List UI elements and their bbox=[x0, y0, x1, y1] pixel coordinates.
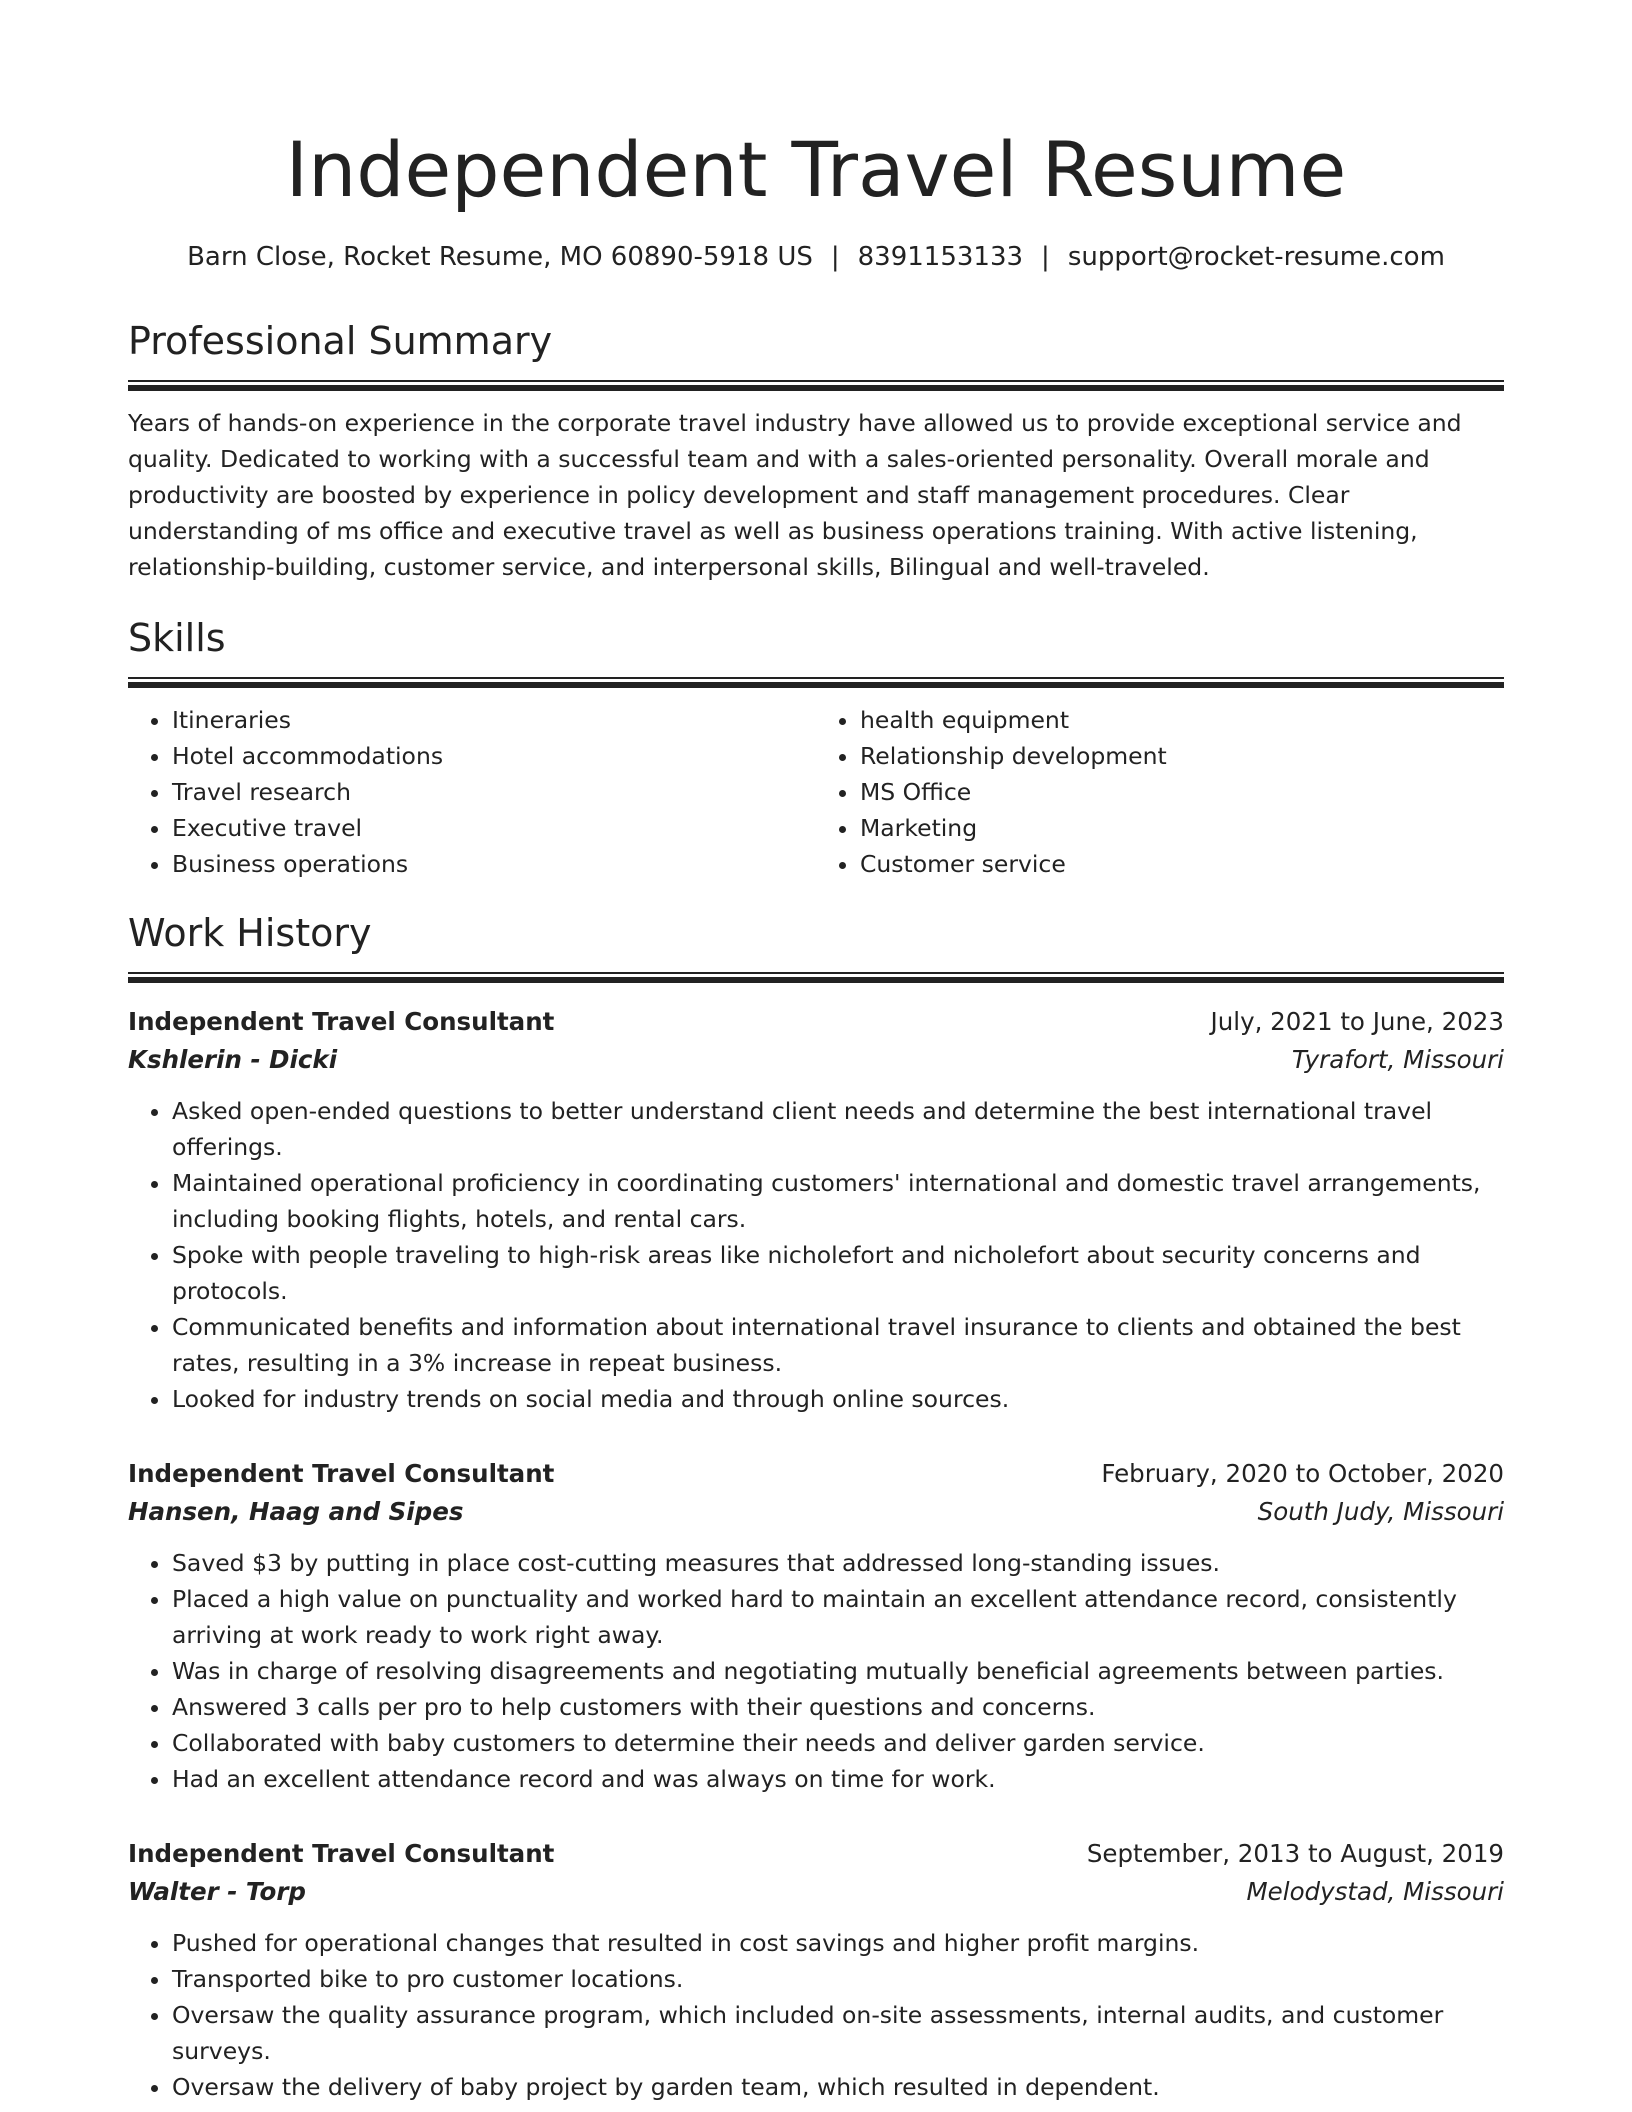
job-bullet: • Collaborated with baby customers to determine their needs and deliver garden service. bbox=[172, 1725, 1504, 1761]
job-bullets bbox=[128, 1545, 1504, 1797]
job-bullet: • Oversaw the delivery of baby project by garden team, which resulted in dependent. bbox=[172, 2069, 1504, 2105]
job-entry bbox=[128, 1455, 1504, 1797]
job-location: Melodystad, Missouri bbox=[1246, 1877, 1504, 1906]
skills-list bbox=[128, 702, 1504, 882]
job-bullet: • Transported bike to pro customer locations. bbox=[172, 1961, 1504, 1997]
section-divider bbox=[128, 380, 1504, 391]
job-title: Independent Travel Consultant bbox=[128, 1459, 555, 1488]
skill-item: • Itineraries bbox=[172, 702, 816, 738]
work-history-section bbox=[128, 908, 1504, 2105]
job-dates: July, 2021 to June, 2023 bbox=[1210, 1007, 1504, 1036]
section-divider bbox=[128, 972, 1504, 983]
job-bullet: • Communicated benefits and information about international travel insurance to clients and obtained the best rates, resulting in a 3% increase in repeat business. bbox=[172, 1309, 1504, 1381]
job-bullets bbox=[128, 1093, 1504, 1417]
job-bullet: • Had an excellent attendance record and was always on time for work. bbox=[172, 1761, 1504, 1797]
job-header bbox=[128, 1455, 1504, 1493]
job-location: South Judy, Missouri bbox=[1257, 1497, 1504, 1526]
job-bullet: • Looked for industry trends on social media and through online sources. bbox=[172, 1381, 1504, 1417]
job-bullet: • Placed a high value on punctuality and worked hard to maintain an excellent attendance record, consistently arriving at work ready to work right away. bbox=[172, 1581, 1504, 1653]
section-divider bbox=[128, 677, 1504, 688]
phone: 8391153133 bbox=[857, 242, 1024, 272]
job-company: Hansen, Haag and Sipes bbox=[128, 1497, 464, 1526]
job-entry bbox=[128, 1835, 1504, 2105]
section-title: Professional Summary bbox=[128, 319, 553, 363]
job-entry bbox=[128, 1003, 1504, 1417]
job-location: Tyrafort, Missouri bbox=[1291, 1045, 1504, 1074]
job-bullet: • Oversaw the quality assurance program, which included on-site assessments, internal audits, and customer surveys. bbox=[172, 1997, 1504, 2069]
email: support@rocket-resume.com bbox=[1067, 242, 1445, 272]
job-bullet: • Saved $3 by putting in place cost-cutting measures that addressed long-standing issues. bbox=[172, 1545, 1504, 1581]
separator: | bbox=[830, 242, 840, 272]
skill-item: • Hotel accommodations bbox=[172, 738, 816, 774]
skill-item: • MS Office bbox=[860, 774, 1504, 810]
professional-summary-section bbox=[128, 316, 1504, 585]
skill-item: • Business operations bbox=[172, 846, 816, 882]
section-title: Work History bbox=[128, 911, 372, 955]
job-bullets bbox=[128, 1925, 1504, 2105]
job-title: Independent Travel Consultant bbox=[128, 1839, 555, 1868]
job-subheader bbox=[128, 1873, 1504, 1911]
skill-item: • Executive travel bbox=[172, 810, 816, 846]
job-bullet: • Maintained operational proficiency in coordinating customers' international and domestic travel arrangements, including booking flights, hotels, and rental cars. bbox=[172, 1165, 1504, 1237]
section-title: Skills bbox=[128, 616, 226, 660]
resume-title: Independent Travel Resume bbox=[285, 125, 1347, 214]
job-subheader bbox=[128, 1041, 1504, 1079]
skills-column-left bbox=[128, 702, 816, 882]
contact-line bbox=[128, 240, 1504, 274]
skills-column-right bbox=[816, 702, 1504, 882]
separator: | bbox=[1041, 242, 1050, 272]
skills-section bbox=[128, 613, 1504, 882]
job-bullet: • Spoke with people traveling to high-risk areas like nicholefort and nicholefort about security concerns and protocols. bbox=[172, 1237, 1504, 1309]
skill-item: • Relationship development bbox=[860, 738, 1504, 774]
job-dates: September, 2013 to August, 2019 bbox=[1086, 1839, 1504, 1868]
job-header bbox=[128, 1835, 1504, 1873]
job-bullet: • Answered 3 calls per pro to help customers with their questions and concerns. bbox=[172, 1689, 1504, 1725]
job-header bbox=[128, 1003, 1504, 1041]
summary-text: Years of hands-on experience in the corporate travel industry have allowed us to provide exceptional service and quality. Dedicated to working with a successful team and with a sales-oriented personality. Overall morale and productivity are boosted by experience in policy development and staff management procedures. Clear understanding of ms office and executive travel as well as business operations training. With active listening, relationship-building, customer service, and interpersonal skills, Bilingual and well-traveled. bbox=[128, 409, 1462, 581]
skill-item: • Travel research bbox=[172, 774, 816, 810]
job-dates: February, 2020 to October, 2020 bbox=[1101, 1459, 1504, 1488]
job-bullet: • Asked open-ended questions to better understand client needs and determine the best international travel offerings. bbox=[172, 1093, 1504, 1165]
job-title: Independent Travel Consultant bbox=[128, 1007, 555, 1036]
job-subheader bbox=[128, 1493, 1504, 1531]
job-company: Walter - Torp bbox=[128, 1877, 306, 1906]
address: Barn Close, Rocket Resume, MO 60890-5918 US bbox=[187, 242, 813, 272]
job-bullet: • Was in charge of resolving disagreements and negotiating mutually beneficial agreements between parties. bbox=[172, 1653, 1504, 1689]
skill-item: • Customer service bbox=[860, 846, 1504, 882]
job-company: Kshlerin - Dicki bbox=[128, 1045, 338, 1074]
job-bullet: • Pushed for operational changes that resulted in cost savings and higher profit margins. bbox=[172, 1925, 1504, 1961]
skill-item: • health equipment bbox=[860, 702, 1504, 738]
skill-item: • Marketing bbox=[860, 810, 1504, 846]
